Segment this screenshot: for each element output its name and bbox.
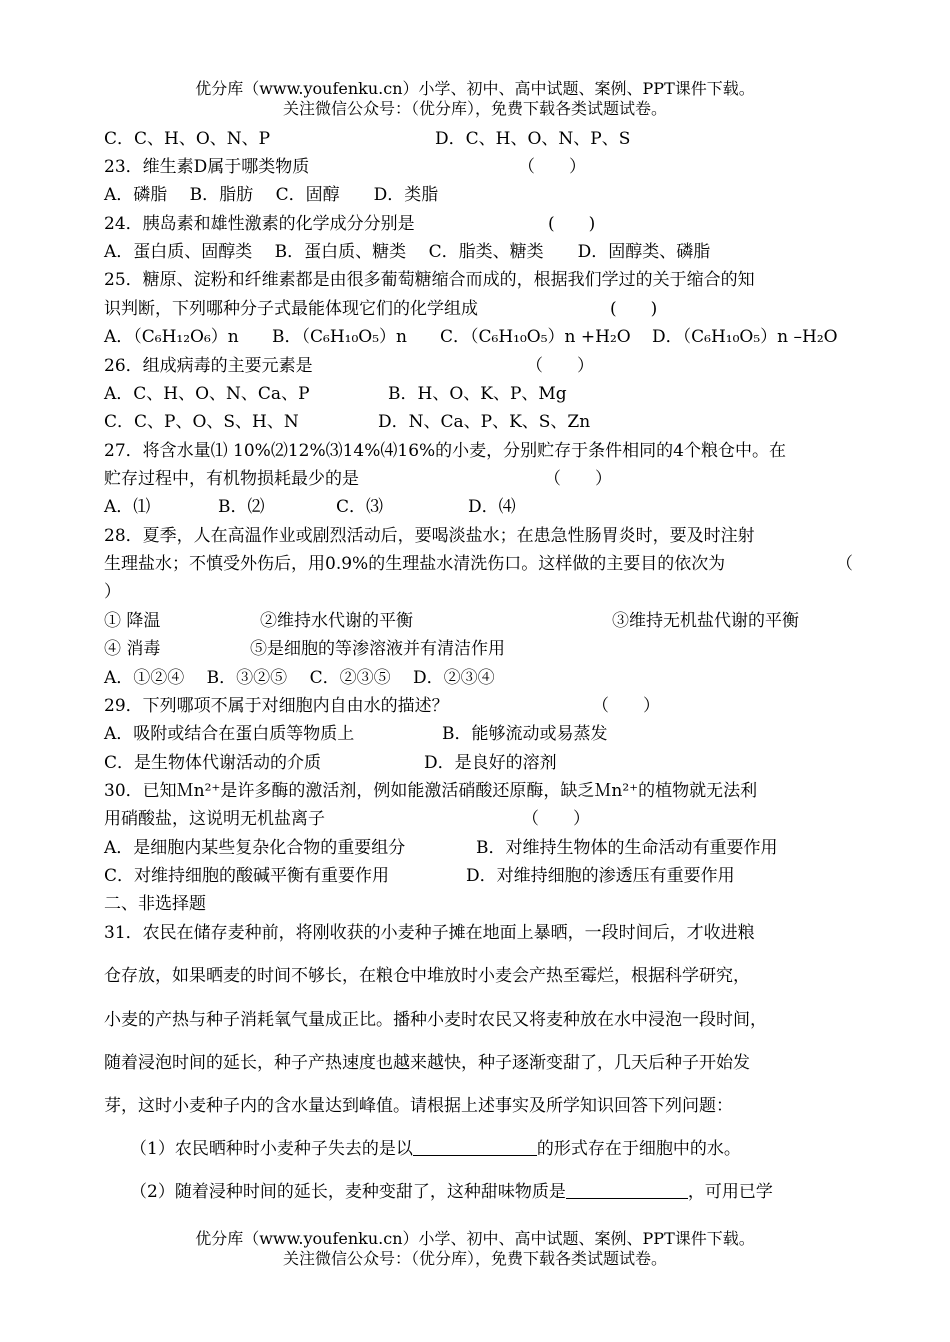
q29-option-b: B．能够流动或易蒸发 (442, 724, 608, 744)
q26-answer-paren: （ ） (526, 356, 594, 376)
q30-option-a: A．是细胞内某些复杂化合物的重要组分 (104, 838, 406, 858)
q28-item-3: ③维持无机盐代谢的平衡 (612, 611, 799, 631)
q31-sub1-text-before: （1）农民晒种时小麦种子失去的是以 (130, 1139, 413, 1159)
q24-answer-paren: ( ) (548, 214, 596, 234)
q31-line4: 随着浸泡时间的延长，种子产热速度也越来越快，种子逐渐变甜了，几天后种子开始发 (104, 1053, 750, 1073)
q22-option-c: C．C、H、O、N、P (104, 129, 271, 149)
q31-line2: 仓存放，如果晒麦的时间不够长，在粮仓中堆放时小麦会产热至霉烂，根据科学研究， (104, 966, 750, 986)
q23-answer-paren: （ ） (518, 157, 586, 177)
q29-answer-paren: （ ） (592, 696, 660, 716)
q25-option-b: B．（C₆H₁₀O₅）n (272, 327, 407, 347)
q26-option-b: B．H、O、K、P、Mg (388, 384, 567, 404)
q23-options: A．磷脂 B．脂肪 C．固醇 D．类脂 (104, 185, 439, 205)
q28-answer-paren-open: （ (836, 554, 853, 574)
q25-line2: 识判断，下列哪种分子式最能体现它们的化学组成 (104, 299, 478, 319)
q28-line1: 28．夏季，人在高温作业或剧烈活动后，要喝淡盐水；在患急性肠胃炎时，要及时注射 (104, 526, 755, 546)
q30-line1: 30．已知Ｍn²⁺是许多酶的激活剂，例如能激活硝酸还原酶，缺乏Ｍn²⁺的植物就无法利 (104, 781, 758, 801)
q26-option-a: A．C、H、O、N、Ca、P (104, 384, 310, 404)
q30-option-c: C．对维持细胞的酸碱平衡有重要作用 (104, 866, 390, 886)
q29-option-d: D．是良好的溶剂 (424, 753, 557, 773)
q28-item-1: ① 降温 (104, 611, 161, 631)
q31-line3: 小麦的产热与种子消耗氧气量成正比。播种小麦时农民又将麦种放在水中浸泡一段时间， (104, 1010, 767, 1030)
page-footer-line2: 关注微信公众号：（优分库），免费下载各类试题试卷。 (282, 1249, 667, 1268)
page-footer-line1: 优分库（www.youfenku.cn）小学、初中、高中试题、案例、PPT课件下载。 (195, 1229, 755, 1248)
q31-line5: 芽，这时小麦种子内的含水量达到峰值。请根据上述事实及所学知识回答下列问题： (104, 1096, 733, 1116)
q27-option-c: C．⑶ (336, 497, 384, 517)
q22-option-d: D．C、H、O、N、P、S (435, 129, 631, 149)
q29-option-c: C．是生物体代谢活动的介质 (104, 753, 322, 773)
q31-sub2 (130, 1180, 773, 1204)
q31-sub1 (130, 1137, 741, 1161)
q27-option-d: D．⑷ (468, 497, 516, 517)
q31-line1: 31．农民在储存麦种前，将刚收获的小麦种子摊在地面上暴晒，一段时间后，才收进粮 (104, 923, 755, 943)
q29-option-a: A．吸附或结合在蛋白质等物质上 (104, 724, 355, 744)
q27-line2: 贮存过程中，有机物损耗最少的是 (104, 469, 359, 489)
q31-sub2-text-after: ，可用已学 (687, 1182, 773, 1202)
section-heading-non-choice: 二、非选择题 (104, 894, 206, 914)
q24-stem: 24．胰岛素和雄性激素的化学成分分别是 (104, 214, 415, 234)
q29-stem: 29．下列哪项不属于对细胞内自由水的描述？ (104, 696, 449, 716)
q28-line2: 生理盐水；不慎受外伤后，用0.9%的生理盐水清洗伤口。这样做的主要目的依次为 (104, 554, 726, 574)
q27-option-a: A．⑴ (104, 497, 151, 517)
q28-item-4: ④ 消毒 (104, 639, 161, 659)
page-header-line1: 优分库（www.youfenku.cn）小学、初中、高中试题、案例、PPT课件下载。 (195, 79, 755, 98)
q27-option-b: B．⑵ (218, 497, 265, 517)
q25-answer-paren: ( ) (610, 299, 658, 319)
q27-line1: 27．将含水量⑴ 10%⑵12%⑶14%⑷16%的小麦，分别贮存于条件相同的4个粮仓中。在 (104, 441, 786, 461)
q28-options: A．①②④ B．③②⑤ C．②③⑤ D．②③④ (104, 668, 495, 688)
q28-item-5: ⑤是细胞的等渗溶液并有清洁作用 (250, 639, 505, 659)
q31-sub2-answer-blank[interactable] (566, 1180, 688, 1199)
q23-stem: 23．维生素D属于哪类物质 (104, 157, 310, 177)
q24-options: A．蛋白质、固醇类 B．蛋白质、糖类 C．脂类、糖类 D．固醇类、磷脂 (104, 242, 711, 262)
q30-answer-paren: （ ） (522, 809, 590, 829)
q25-option-a: A．（C₆H₁₂O₆）n (104, 327, 239, 347)
q27-answer-paren: （ ） (544, 469, 612, 489)
q26-option-d: D．N、Ca、P、K、S、Zn (378, 412, 591, 432)
q30-line2: 用硝酸盐，这说明无机盐离子 (104, 809, 325, 829)
q25-option-c: C．（C₆H₁₀O₅）n +H₂O (440, 327, 631, 347)
q30-option-b: B．对维持生物体的生命活动有重要作用 (476, 838, 778, 858)
q26-stem: 26．组成病毒的主要元素是 (104, 356, 313, 376)
q31-sub2-text-before: （2）随着浸种时间的延长，麦种变甜了，这种甜味物质是 (130, 1182, 566, 1202)
q31-sub1-text-after: 的形式存在于细胞中的水。 (536, 1139, 741, 1159)
q25-option-d: D．（C₆H₁₀O₅）n –H₂O (652, 327, 838, 347)
q31-sub1-answer-blank[interactable] (413, 1137, 537, 1156)
page-header-line2: 关注微信公众号：（优分库），免费下载各类试题试卷。 (282, 99, 667, 118)
q28-item-2: ②维持水代谢的平衡 (260, 611, 413, 631)
q28-answer-paren-close: ） (104, 582, 121, 602)
q25-line1: 25．糖原、淀粉和纤维素都是由很多葡萄糖缩合而成的，根据我们学过的关于缩合的知 (104, 270, 755, 290)
q30-option-d: D．对维持细胞的渗透压有重要作用 (466, 866, 735, 886)
q26-option-c: C．C、P、O、S、H、N (104, 412, 299, 432)
